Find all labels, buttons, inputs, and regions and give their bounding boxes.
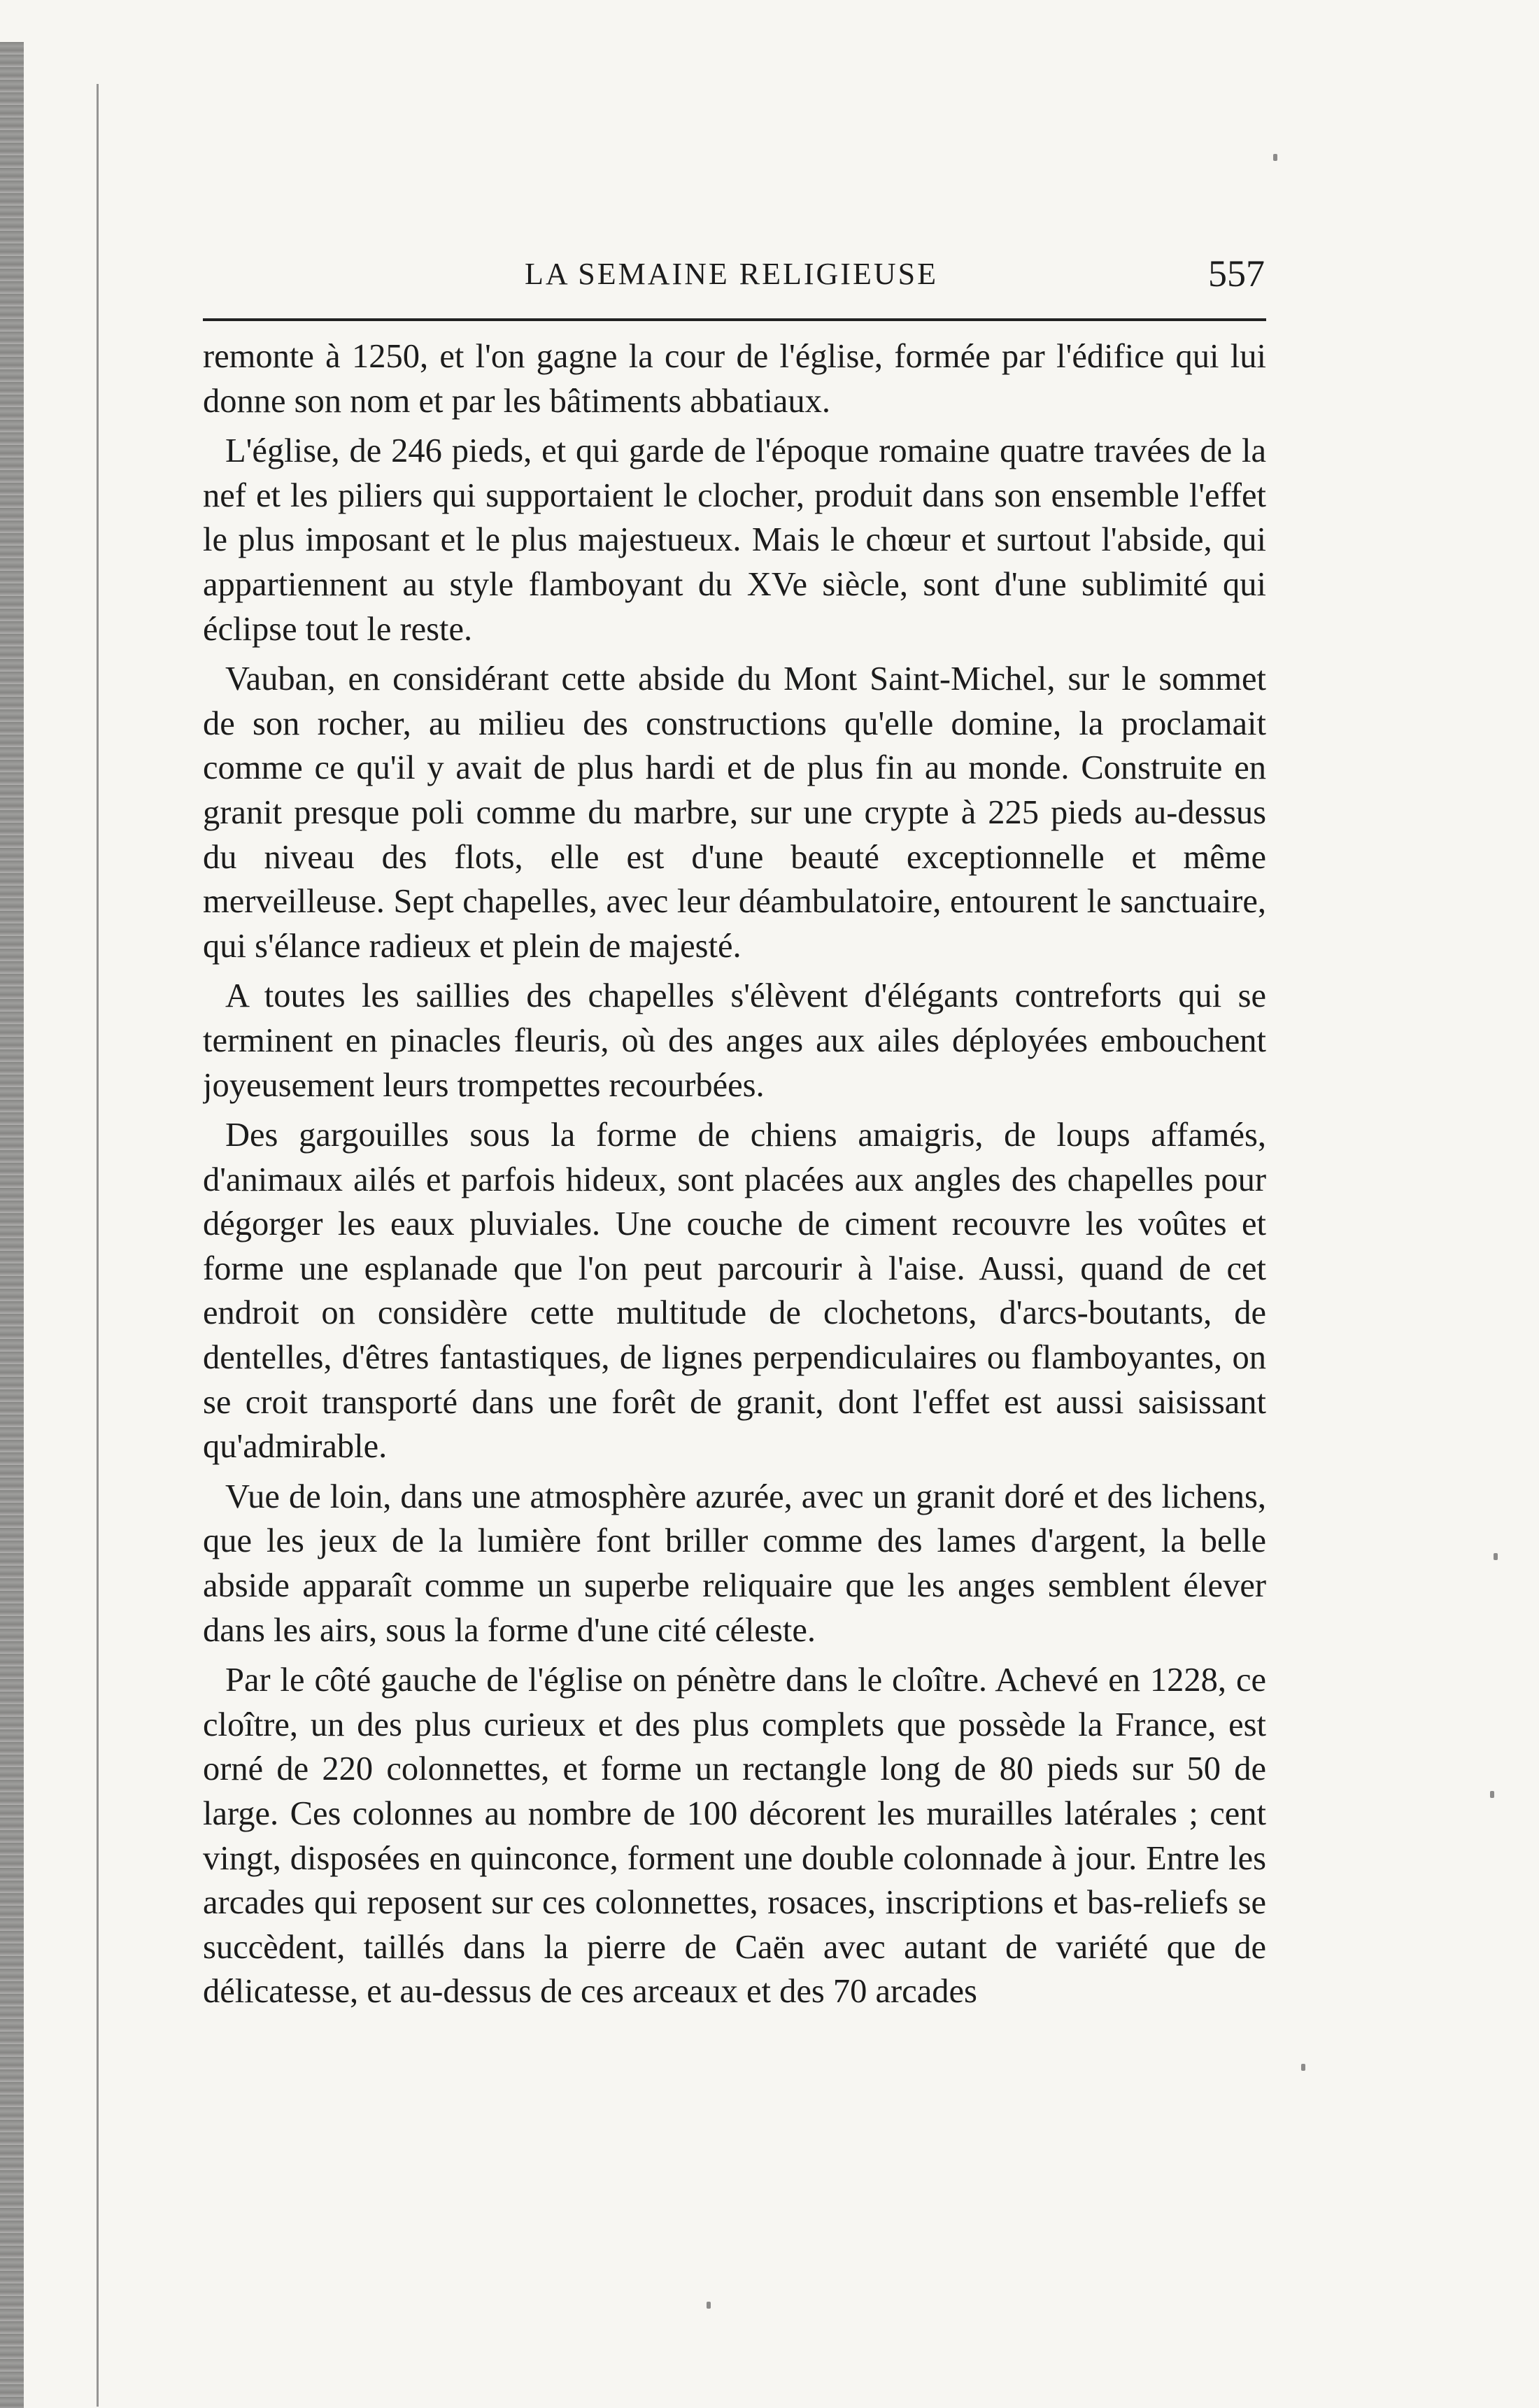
paragraph: A toutes les saillies des chapelles s'élèvent d'élégants contreforts qui se terminent en pinacles fleuris, où des anges aux ailes déployées embouchent joyeusement leurs trompettes recourbées. (203, 977, 1266, 1104)
paragraph: Des gargouilles sous la forme de chiens amaigris, de loups affamés, d'animaux ailés et parfois hideux, sont placées aux angles des chapelles pour dégorger les eaux pluviales. Une couche de ciment recouvre les voûtes et forme une esplanade que l'on peut parcourir à l'aise. Aussi, quand de cet endroit on considère cette multitude de clochetons, d'arcs-boutants, de dentelles, d'êtres fantastiques, de lignes perpendiculaires ou flamboyantes, on se croit transporté dans une forêt de granit, dont l'effet est aussi saisissant qu'admirable. (203, 1117, 1266, 1466)
paragraph: Par le côté gauche de l'église on pénètre dans le cloître. Achevé en 1228, ce cloître, un des plus curieux et des plus complets que possède la France, est orné de 220 colonnettes, et forme un rectangle long de 80 pieds sur 50 de large. Ces colonnes au nombre de 100 décorent les murailles latérales ; cent vingt, disposées en quinconce, forment une double colonnade à jour. Entre les arcades qui reposent sur ces colonnettes, rosaces, inscriptions et bas-reliefs se succèdent, taillés dans la pierre de Caën avec autant de variété que de délicatesse, et au-dessus de ces arceaux et des 70 arcades (203, 1662, 1266, 2011)
body-text (203, 334, 1266, 2363)
print-speck (1301, 2064, 1305, 2071)
paragraph: L'église, de 246 pieds, et qui garde de l'époque romaine quatre travées de la nef et les piliers qui supportaient le clocher, produit dans son ensemble l'effet le plus imposant et le plus majestueux. Mais le chœur et surtout l'abside, qui appartiennent au style flamboyant du XVe siècle, sont d'une sublimité qui éclipse tout le reste. (203, 432, 1266, 648)
running-title: LA SEMAINE RELIGIEUSE (525, 257, 938, 291)
paragraph: Vue de loin, dans une atmosphère azurée, avec un granit doré et des lichens, que les jeux de la lumière font briller comme des lames d'argent, la belle abside apparaît comme un superbe reliquaire que les anges semblent élever dans les airs, sous la forme d'une cité céleste. (203, 1478, 1266, 1649)
paragraph: remonte à 1250, et l'on gagne la cour de l'église, formée par l'édifice qui lui donne son nom et par les bâtiments abbatiaux. (203, 338, 1266, 420)
running-header (203, 252, 1266, 301)
page-number: 557 (1208, 253, 1265, 295)
binding-line (97, 84, 99, 2407)
header-rule (203, 318, 1266, 321)
print-speck (1494, 1553, 1498, 1560)
paragraph: Vauban, en considérant cette abside du Mont Saint-Michel, sur le sommet de son rocher, au milieu des constructions qu'elle domine, la proclamait comme ce qu'il y avait de plus hardi et de plus fin au monde. Construite en granit presque poli comme du marbre, sur une crypte à 225 pieds au-dessus du niveau des flots, elle est d'une beauté exceptionnelle et même merveilleuse. Sept chapelles, avec leur déambulatoire, entourent le sanctuaire, qui s'élance radieux et plein de majesté. (203, 660, 1266, 965)
print-speck (1490, 1791, 1494, 1798)
page-binding-edge (0, 42, 24, 2408)
print-speck (707, 2302, 711, 2309)
print-speck (1273, 154, 1277, 161)
